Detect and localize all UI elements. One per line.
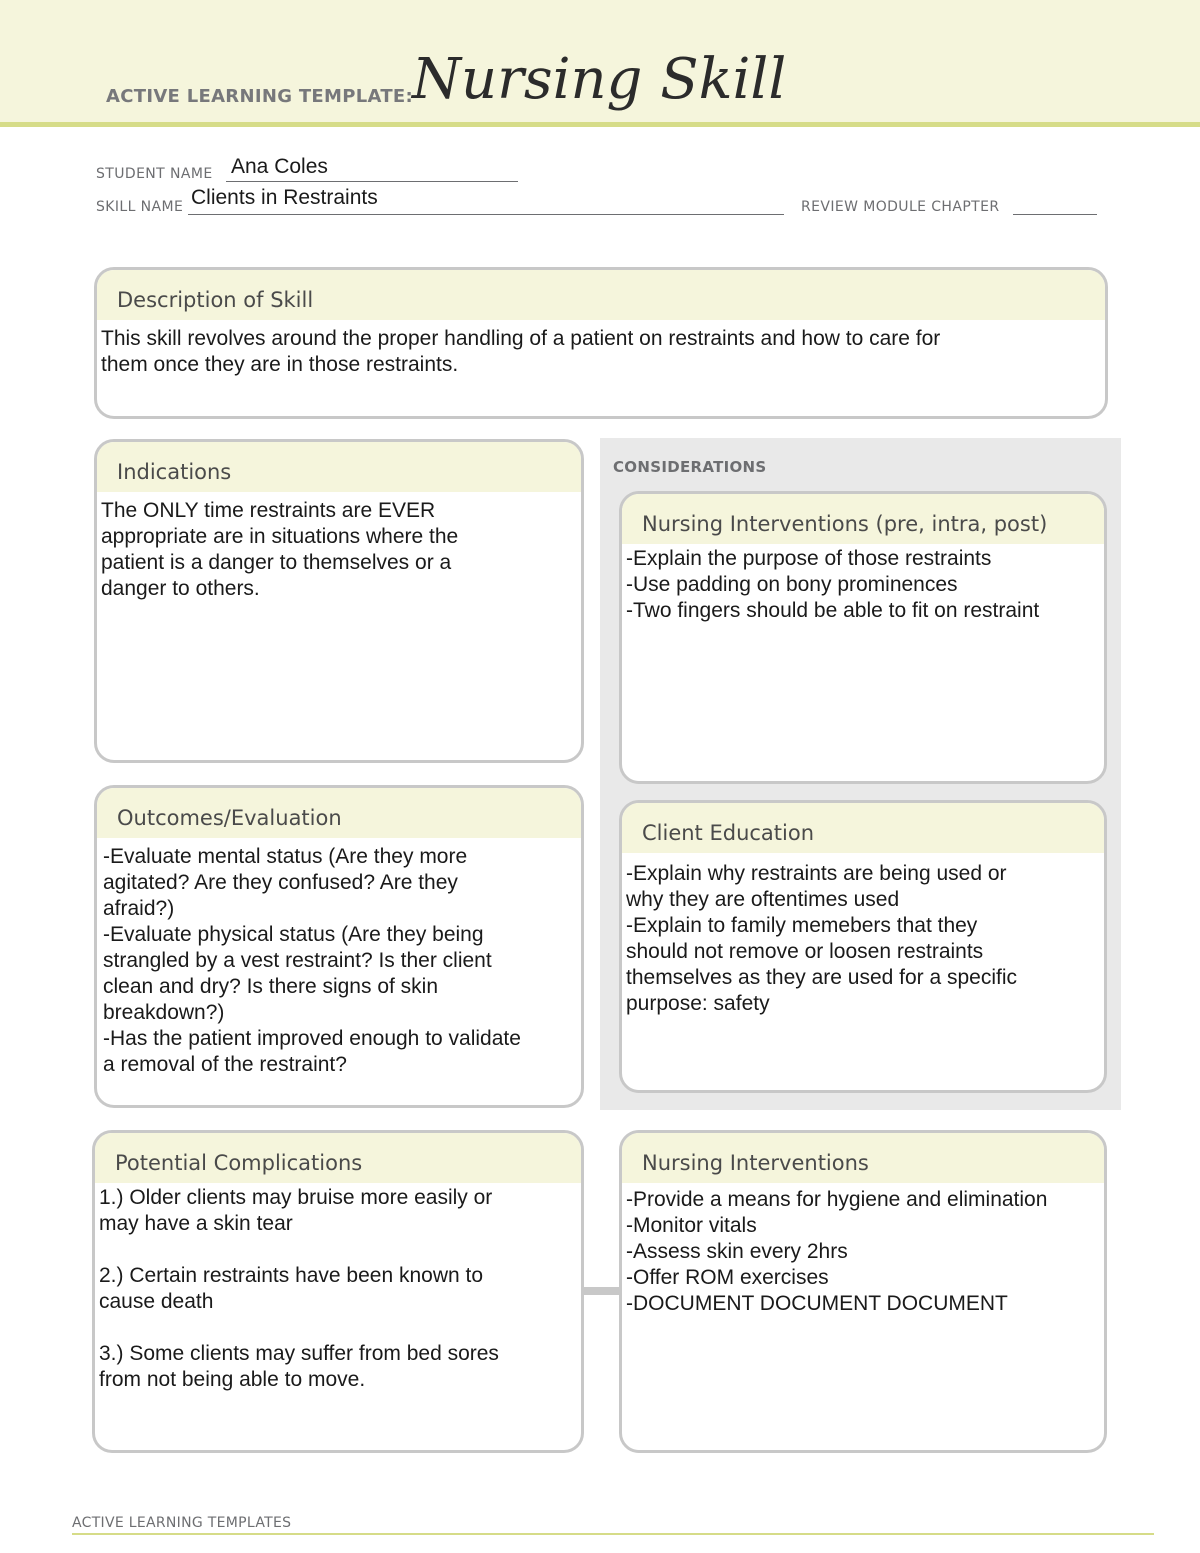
footer-label: ACTIVE LEARNING TEMPLATES [72, 1515, 292, 1531]
skill-name-field[interactable]: Clients in Restraints [191, 186, 378, 209]
client-education-heading: Client Education [622, 803, 1104, 853]
description-heading: Description of Skill [97, 270, 1105, 320]
page-title: Nursing Skill [412, 47, 787, 112]
complications-box [92, 1130, 584, 1453]
nursing-interventions-heading: Nursing Interventions [622, 1133, 1104, 1183]
indications-box [94, 439, 584, 763]
skill-name-line [188, 214, 784, 215]
footer-divider [72, 1533, 1154, 1535]
description-box [94, 267, 1108, 419]
nursing-interventions-pip-heading: Nursing Interventions (pre, intra, post) [622, 494, 1104, 544]
nursing-interventions-pip-text[interactable]: -Explain the purpose of those restraints -Use padding on bony prominences -Two fingers should be able to fit on restraint [626, 547, 1040, 622]
complications-text[interactable]: 1.) Older clients may bruise more easily or may have a skin tear 2.) Certain restraints have been known to cause death 3.) Some clients may suffer from bed sores from not being able to move. [99, 1186, 499, 1391]
review-module-line [1013, 214, 1097, 215]
box-connector [582, 1287, 622, 1295]
outcomes-box [94, 785, 584, 1108]
client-education-box [619, 800, 1107, 1093]
template-label: ACTIVE LEARNING TEMPLATE: [106, 86, 413, 107]
nursing-interventions-text[interactable]: -Provide a means for hygiene and elimination -Monitor vitals -Assess skin every 2hrs -Offer ROM exercises -DOCUMENT DOCUMENT DOCUMENT [626, 1188, 1048, 1315]
header-divider [0, 122, 1200, 127]
client-education-text[interactable]: -Explain why restraints are being used or why they are oftentimes used -Explain to family memebers that they should not remove or loosen restraints themselves as they are used for a specific purpose: safety [626, 862, 1018, 1015]
skill-name-label: SKILL NAME [96, 199, 184, 215]
student-name-label: STUDENT NAME [96, 166, 213, 182]
description-text[interactable]: This skill revolves around the proper handling of a patient on restraints and how to care for them once they are in those restraints. [101, 327, 941, 376]
student-name-line [226, 181, 518, 182]
indications-text[interactable]: The ONLY time restraints are EVER appropriate are in situations where the patient is a danger to themselves or a danger to others. [101, 499, 459, 600]
review-module-label: REVIEW MODULE CHAPTER [801, 199, 1000, 215]
outcomes-text[interactable]: -Evaluate mental status (Are they more agitated? Are they confused? Are they afraid?) -Evaluate physical status (Are they being strangled by a vest restraint? Is ther client clean and dry? Is there signs of skin breakdown?) -Has the patient improved enough to validate a removal of the restraint? [103, 845, 521, 1076]
nursing-interventions-pip-box [619, 491, 1107, 784]
considerations-label: CONSIDERATIONS [613, 458, 767, 476]
indications-heading: Indications [97, 442, 581, 492]
outcomes-heading: Outcomes/Evaluation [97, 788, 581, 838]
complications-heading: Potential Complications [95, 1133, 581, 1183]
student-name-field[interactable]: Ana Coles [231, 155, 328, 178]
nursing-interventions-box [619, 1130, 1107, 1453]
